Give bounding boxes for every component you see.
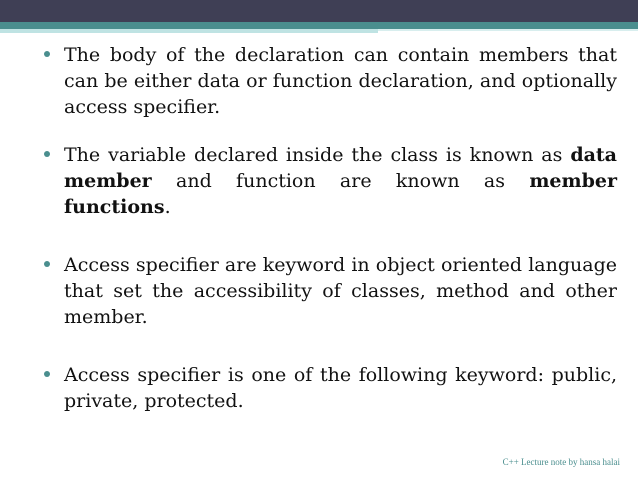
bullet-text: Access specifier are keyword in object oriented language that set the accessibility of classes, method and other member. <box>64 254 617 328</box>
slide-footer: C++ Lecture note by hansa halai <box>502 457 620 467</box>
bullet-bold-term: member functions <box>64 170 617 218</box>
bullet-text: Access specifier is one of the following keyword: public, private, protected. <box>64 364 617 412</box>
bullet-text-part: . <box>164 196 171 218</box>
bullet-dot-icon <box>44 371 50 377</box>
bullet-item <box>44 42 617 120</box>
header-stripe-teal <box>0 22 638 29</box>
header-stripe-light <box>0 29 378 33</box>
bullet-text-part: The variable declared inside the class is known as <box>64 144 571 166</box>
bullet-item <box>44 142 617 220</box>
bullet-list <box>44 42 617 414</box>
bullet-dot-icon <box>44 261 50 267</box>
bullet-bold-term: data member <box>64 144 617 192</box>
bullet-dot-icon <box>44 151 50 157</box>
bullet-item <box>44 252 617 330</box>
header-band <box>0 0 638 22</box>
bullet-text-part: and function are known as <box>151 170 530 192</box>
bullet-item <box>44 362 617 414</box>
header-stripe-light-right <box>378 29 638 31</box>
bullet-text: The body of the declaration can contain members that can be either data or function declaration, and optionally access specifier. <box>64 44 617 118</box>
bullet-dot-icon <box>44 51 50 57</box>
